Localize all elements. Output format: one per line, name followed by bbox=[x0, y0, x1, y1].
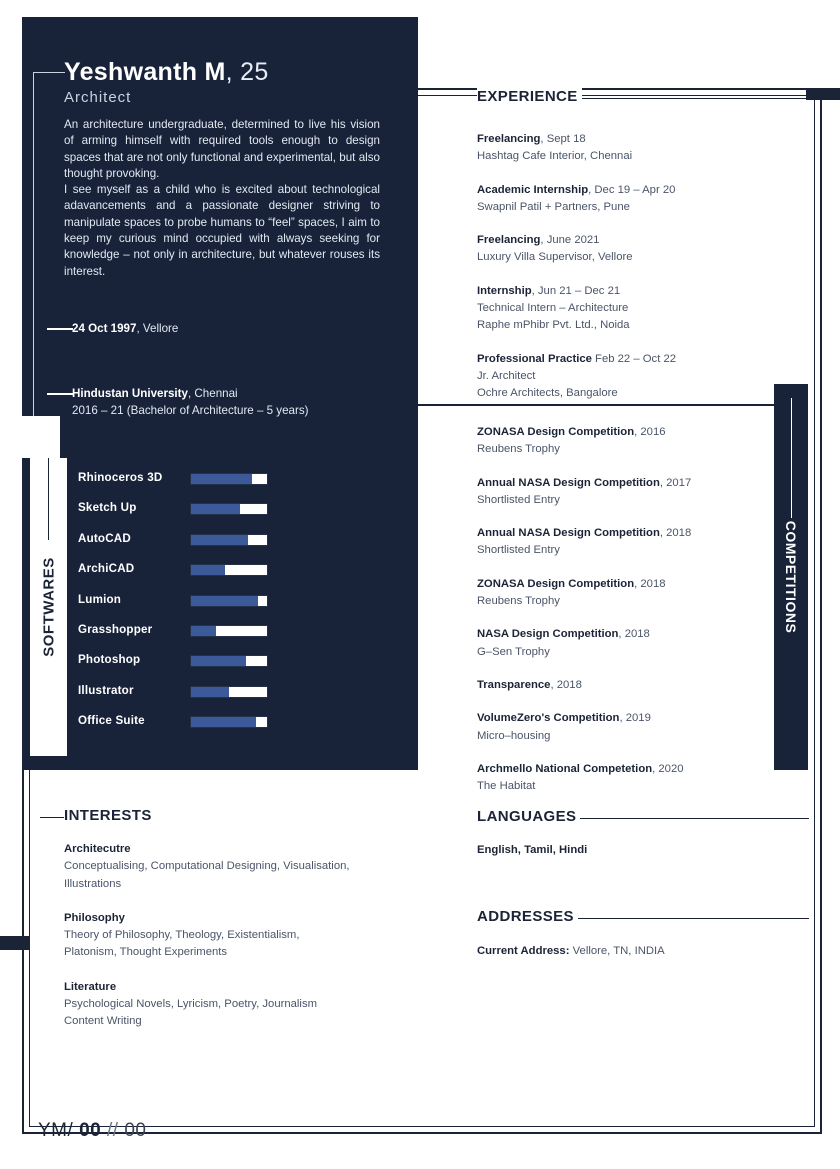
competition-entry-date: , 2018 bbox=[618, 628, 650, 641]
software-row bbox=[78, 683, 378, 713]
competition-entry bbox=[477, 576, 666, 611]
software-row bbox=[78, 531, 378, 561]
software-level-fill bbox=[191, 656, 246, 666]
software-name: Sketch Up bbox=[78, 501, 137, 515]
competition-entry-title-line bbox=[477, 626, 650, 643]
experience-entry-detail: Swapnil Patil + Partners, Pune bbox=[477, 200, 630, 213]
frame-tab-top-right bbox=[806, 88, 840, 100]
software-name: Grasshopper bbox=[78, 622, 153, 636]
experience-entry-date: , Dec 19 – Apr 20 bbox=[588, 183, 676, 196]
software-level-fill bbox=[191, 596, 258, 606]
software-name: Rhinoceros 3D bbox=[78, 471, 163, 484]
competition-entry-title: Archmello National Competetion bbox=[477, 762, 653, 775]
experience-entry-date: Feb 22 – Oct 22 bbox=[591, 352, 677, 365]
experience-entry-title-line bbox=[477, 351, 676, 368]
interest-entry-detail-2: Content Writing bbox=[64, 1015, 142, 1028]
software-level-fill bbox=[191, 717, 256, 727]
software-level-fill bbox=[191, 626, 216, 636]
competition-entry-date: , 2018 bbox=[550, 679, 582, 691]
competition-entry-detail: Micro–housing bbox=[477, 729, 551, 742]
competition-entry-title-line bbox=[477, 710, 651, 727]
experience-entry-title-line bbox=[477, 131, 632, 148]
footer-total-pages: 00 bbox=[124, 1120, 147, 1141]
competition-entry-date: , 2017 bbox=[659, 476, 692, 489]
competition-entry-title: ZONASA Design Competition bbox=[477, 577, 635, 590]
languages-text: English, Tamil, Hindi bbox=[477, 844, 588, 856]
birth-dash bbox=[47, 328, 73, 330]
interest-entry bbox=[64, 910, 299, 962]
experience-entry bbox=[477, 131, 632, 166]
experience-entry-detail-2: Raphe mPhibr Pvt. Ltd., Noida bbox=[477, 319, 630, 332]
experience-heading: EXPERIENCE bbox=[477, 88, 582, 105]
interest-entry bbox=[64, 979, 317, 1031]
competition-entry-date: , 2019 bbox=[619, 712, 651, 725]
bio-paragraph-2: I see myself as a child who is excited about technological adavancements and a passionate designer striving to manipulate spaces to probe humans to “feel” spaces, I aim to keep my curious mind occupied with always seeking for knowledge – not only in architecture, but whatever rouses its interest. bbox=[64, 183, 380, 278]
competition-entry-detail: Reubens Trophy bbox=[477, 595, 560, 608]
competition-entry-detail: Shortlisted Entry bbox=[477, 493, 560, 506]
addresses-value bbox=[477, 943, 665, 960]
experience-entry-title: Freelancing bbox=[477, 234, 541, 247]
software-row bbox=[78, 500, 378, 530]
software-level-bar bbox=[190, 655, 268, 667]
softwares-list bbox=[78, 470, 378, 744]
competition-entry-title: Annual NASA Design Competition bbox=[477, 527, 660, 540]
interest-entry-title: Literature bbox=[64, 980, 117, 993]
education-dash bbox=[47, 393, 73, 395]
languages-heading: LANGUAGES bbox=[477, 808, 580, 825]
experience-entry-date: , Jun 21 – Dec 21 bbox=[531, 284, 621, 297]
software-name: ArchiCAD bbox=[78, 562, 135, 576]
software-level-fill bbox=[191, 504, 240, 514]
interest-entry-title-line bbox=[64, 979, 317, 996]
frame-tab-left bbox=[0, 936, 30, 950]
birth-sep: , bbox=[136, 322, 143, 335]
interest-entry-detail-2: Platonism, Thought Experiments bbox=[64, 946, 228, 959]
software-level-bar bbox=[190, 503, 268, 515]
experience-entry-title-line bbox=[477, 232, 633, 249]
bio-paragraph-1: An architecture undergraduate, determined to live his vision of arming himself with required tools enough to design spaces that are not only functional and experimental, but also thought provoking. bbox=[64, 118, 380, 180]
footer-prefix: YM/ bbox=[38, 1120, 80, 1141]
competition-entry bbox=[477, 626, 650, 661]
education-info bbox=[72, 386, 309, 419]
interest-entry-title-line bbox=[64, 910, 299, 927]
competition-entry-title-line bbox=[477, 424, 666, 441]
university-name: Hindustan University bbox=[72, 387, 188, 400]
experience-entry bbox=[477, 182, 675, 217]
experience-entry-detail: Jr. Architect bbox=[477, 369, 536, 382]
birth-info bbox=[72, 321, 178, 338]
profile-age-sep: , bbox=[225, 58, 241, 86]
competition-entry-date: , 2018 bbox=[634, 577, 666, 590]
competition-entry bbox=[477, 525, 691, 560]
competition-entry-title-line bbox=[477, 525, 691, 542]
page-title bbox=[64, 58, 269, 87]
software-level-fill bbox=[191, 474, 252, 484]
software-level-bar bbox=[190, 595, 268, 607]
competition-entry-title-line bbox=[477, 761, 684, 778]
interest-entry-detail: Theory of Philosophy, Theology, Existentialism, bbox=[64, 929, 300, 942]
profile-bio bbox=[64, 117, 380, 280]
interest-entry-detail-2: Illustrations bbox=[64, 877, 122, 890]
software-level-bar bbox=[190, 534, 268, 546]
software-level-fill bbox=[191, 535, 248, 545]
name-rule-vertical bbox=[33, 72, 34, 462]
competition-entry-title-line bbox=[477, 677, 582, 694]
birth-date: 24 Oct 1997 bbox=[72, 322, 137, 335]
education-line-1 bbox=[72, 386, 309, 403]
footer-separator: // bbox=[101, 1120, 125, 1141]
competition-entry-title: Transparence bbox=[477, 679, 551, 691]
competition-entry-title-line bbox=[477, 475, 691, 492]
interest-entry-detail: Psychological Novels, Lyricism, Poetry, Journalism bbox=[64, 998, 318, 1011]
software-name: Office Suite bbox=[78, 714, 145, 728]
competition-entry-date: , 2018 bbox=[659, 527, 692, 540]
experience-entry-detail-2: Ochre Architects, Bangalore bbox=[477, 387, 618, 400]
profile-age: 25 bbox=[240, 58, 269, 86]
software-level-bar bbox=[190, 716, 268, 728]
competitions-tick-line bbox=[791, 398, 792, 518]
software-level-bar bbox=[190, 473, 268, 485]
footer-page-number: 00 bbox=[79, 1120, 102, 1141]
experience-entry bbox=[477, 232, 633, 267]
experience-entry-title-line bbox=[477, 182, 675, 199]
software-level-bar bbox=[190, 625, 268, 637]
software-row bbox=[78, 470, 378, 500]
softwares-tick-line bbox=[48, 458, 49, 540]
software-row bbox=[78, 622, 378, 652]
software-level-fill bbox=[191, 687, 229, 697]
name-rule-horizontal bbox=[33, 72, 65, 73]
competitions-label: COMPETITIONS bbox=[783, 520, 799, 634]
software-level-fill bbox=[191, 565, 225, 575]
languages-value bbox=[477, 842, 587, 859]
experience-entry-title: Professional Practice bbox=[477, 352, 592, 365]
experience-entry-title-line bbox=[477, 283, 630, 300]
experience-entry-detail: Technical Intern – Architecture bbox=[477, 302, 629, 315]
education-line-2: 2016 – 21 (Bachelor of Architecture – 5 years) bbox=[72, 403, 309, 417]
software-level-bar bbox=[190, 686, 268, 698]
software-row bbox=[78, 713, 378, 743]
competition-entry-title-line bbox=[477, 576, 666, 593]
competition-entry bbox=[477, 677, 582, 694]
software-name: AutoCAD bbox=[78, 531, 131, 545]
competition-entry-date: , 2016 bbox=[634, 426, 666, 438]
experience-entry-date: , Sept 18 bbox=[540, 133, 586, 145]
section-divider bbox=[418, 404, 774, 406]
addresses-heading: ADDRESSES bbox=[477, 908, 578, 925]
experience-entry-title: Freelancing bbox=[477, 133, 541, 145]
birth-place: Vellore bbox=[142, 322, 179, 335]
interest-entry-title: Architecutre bbox=[64, 843, 131, 855]
competition-entry-date: , 2020 bbox=[652, 762, 684, 775]
interest-entry bbox=[64, 841, 350, 893]
competition-entry bbox=[477, 424, 666, 459]
competition-entry-detail: The Habitat bbox=[477, 780, 536, 793]
competition-entry-detail: Shortlisted Entry bbox=[477, 544, 560, 557]
interest-entry-title-line bbox=[64, 841, 350, 858]
competition-entry-title: VolumeZero's Competition bbox=[477, 712, 620, 725]
software-name: Photoshop bbox=[78, 653, 141, 667]
competition-entry-title: ZONASA Design Competition bbox=[477, 426, 635, 438]
competition-entry-detail: G–Sen Trophy bbox=[477, 645, 550, 658]
software-row bbox=[78, 652, 378, 682]
experience-entry-date: , June 2021 bbox=[540, 234, 600, 247]
experience-entry-title: Internship bbox=[477, 284, 532, 297]
softwares-label-notch bbox=[22, 416, 60, 458]
experience-entry-detail: Hashtag Cafe Interior, Chennai bbox=[477, 150, 633, 163]
software-name: Illustrator bbox=[78, 683, 134, 697]
competition-entry-title: Annual NASA Design Competition bbox=[477, 476, 660, 489]
footer bbox=[38, 1120, 146, 1142]
software-name: Lumion bbox=[78, 592, 122, 606]
interest-entry-title: Philosophy bbox=[64, 911, 125, 924]
profile-name: Yeshwanth M bbox=[64, 58, 226, 86]
software-row bbox=[78, 561, 378, 591]
experience-entry bbox=[477, 283, 630, 335]
competition-entry bbox=[477, 475, 691, 510]
university-sep: , bbox=[187, 387, 195, 400]
competition-entry bbox=[477, 710, 651, 745]
address-label: Current Address: bbox=[477, 945, 570, 957]
competition-entry bbox=[477, 761, 684, 796]
address-text: Vellore, TN, INDIA bbox=[569, 945, 665, 957]
competition-entry-detail: Reubens Trophy bbox=[477, 443, 560, 456]
profile-role: Architect bbox=[64, 89, 132, 106]
software-row bbox=[78, 592, 378, 622]
competition-entry-title: NASA Design Competition bbox=[477, 628, 619, 641]
softwares-label: SOFTWARES bbox=[40, 557, 57, 657]
university-city: Chennai bbox=[194, 387, 238, 400]
interests-heading: INTERESTS bbox=[64, 807, 156, 824]
experience-entry-title: Academic Internship bbox=[477, 183, 589, 196]
experience-entry bbox=[477, 351, 676, 403]
experience-entry-detail: Luxury Villa Supervisor, Vellore bbox=[477, 251, 633, 264]
interest-entry-detail: Conceptualising, Computational Designing, Visualisation, bbox=[64, 860, 350, 873]
software-level-bar bbox=[190, 564, 268, 576]
